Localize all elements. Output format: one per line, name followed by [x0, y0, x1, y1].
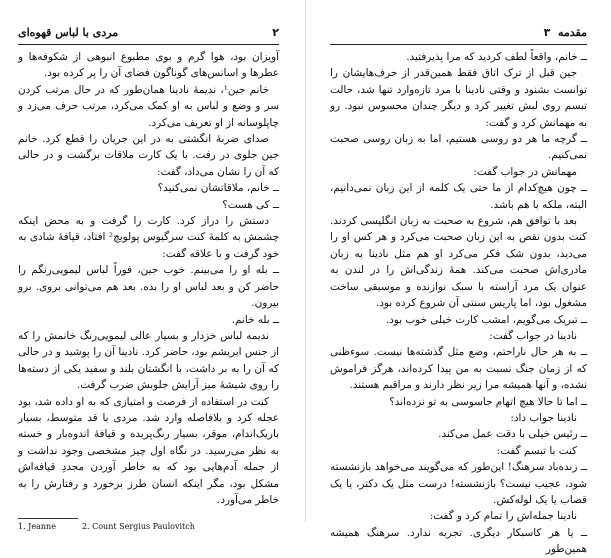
footnote-2: 2. Count Sergius Paulovitch — [81, 522, 195, 532]
right-page-body — [330, 49, 587, 558]
left-paragraph: خانم جین¹، ندیمهٔ نادینا همان‌طور که در حال مرتب کردن سر و وضع و لباس به او کمک می‌کرد، مرتب حرف می‌زد و چاپلوسانه از او تعریف می‌کرد. — [18, 83, 279, 129]
right-page-running-title: مقدمه ۳ — [543, 26, 587, 39]
right-paragraph: ــ چون هیچ‌کدام از ما حتی یک کلمه از این زبان نمی‌دانیم، البته، ملکه با هم باشد. — [330, 182, 587, 211]
left-page-body — [18, 49, 279, 508]
left-paragraph: ــ بله خانم. — [231, 313, 279, 326]
left-paragraph: آویزان بود، هوا گرم و بوی مطبوع انبوهی از شکوفه‌ها و عطرها و اسانس‌های گوناگون فضای آن را پر کرده بود. — [18, 51, 279, 80]
left-page-header — [18, 26, 279, 42]
right-page-header — [330, 26, 587, 42]
left-header-rule — [18, 44, 279, 45]
left-paragraph: ــ کی هست؟ — [222, 198, 279, 211]
right-paragraph: مهمانش در جواب گفت: — [473, 165, 577, 178]
left-page-running-title: مردی با لباس قهوه‌ای — [18, 26, 119, 39]
left-paragraph: دستش را دراز کرد. کارت را گرفت و به محض اینکه چشمش به کلمهٔ کنت سرگیوس پولویچ² افتاد، قیافهٔ شادی به خود گرفت و با علاقه گفت: — [18, 215, 280, 260]
left-paragraph: کنت در استفاده از فرصت و امتیازی که به او داده شد، بود عجله کرد و بلافاصله وارد شد. مردی با قد متوسط، بسیار باریک‌اندام، موقر، بسیار رنگ‌پریده و قیافهٔ اندوه‌بار و خسته به نظر می‌رسید. در نگاه اول چیز مشخصی وجود نداشت و از جمله آدم‌هایی بود که به خاطر آوردن مجددِ قیافه‌اش مشکل بود، مگر اینکه انسان طرز برخورد و رفتارش را به خاطر می‌آورد. — [18, 395, 279, 506]
left-page — [0, 0, 305, 532]
left-paragraph: ندیمه لباس خزدار و بسیار عالی لیمویی‌رنگ خانمش را که از جنس ابریشم بود، حاضر کرد. نادینا آن را پوشید و در حالی که آن را به بر داشت، با انگشتان بلند و سفید یکی از دسته‌ها را روی شیشهٔ میز آرایش جلوبش ضرب گرفت. — [18, 329, 279, 392]
right-paragraph: جین قبل از ترک اتاق فقط همین‌قدر از حرف‌هایشان را توانست بشنود و وقتی نادینا با مرد تازه‌وارد تنها شد، حالت تبسم روی لبش تغییر کرد و دیگر چندان محسوس نبود. رو به مهمانش کرد و گفت: — [330, 67, 587, 129]
footnotes — [18, 522, 279, 531]
right-paragraph: ــ یا هر کاسبکار دیگری. تجربه ندارد. سرهنگ همیشه همین‌طور — [330, 526, 587, 556]
right-page-number: ۳ — [543, 26, 551, 39]
right-header-rule — [330, 44, 587, 45]
right-paragraph: بعد با توافق هم، شروع به صحبت به زبان انگلیسی کردند. کنت بدون نقص به این زبان صحبت می‌کرد و هر کس او را می‌دید، بدون شک فکر می‌کرد او هم مثل نادینا به زبان مادری‌اش صحبت می‌کند. همهٔ زندگی‌اش را در لندن به عنوان یک مرد آراسته با سبک نوازنده و موسیقی ساخت مشغول بود، اما پاریس سنتی آن شروع کرده بود. — [330, 215, 587, 310]
right-paragraph: ــ اما تا حالا هیچ اتهام جاسوسی به تو نزده‌اند؟ — [389, 395, 587, 408]
right-paragraph: نادینا جواب داد: — [510, 411, 577, 424]
right-paragraph: ــ زنده‌باد سرهنگ! این‌طور که می‌گویند می‌خواهد بازنشسته شود، عجیب نیست؟ بازنشسته! درست مثل یک دکتر، یا یک قصاب یا یک لوله‌کش. — [330, 461, 587, 506]
left-paragraph: ــ بله او را می‌بینم. خوب جین، فوراً لباس لیمویی‌رنگم را حاضر کن و بعد لباس او را بده. بعد هم می‌توانی بروی. برو بیرون. — [18, 264, 279, 310]
right-paragraph: ــ رئیس خیلی با دقت عمل می‌کند. — [438, 428, 587, 441]
right-paragraph: ــ به هر حال ناراحتم، وضع مثل گذشته‌ها نیست. سوءظنی که از زمان جنگ نسبت به من پیدا کرده‌اند، هرگز فراموش نشده، و آنها همیشه مرا زیر نظر دارند و مراقبم هستند. — [330, 346, 587, 392]
right-paragraph: ــ خانم، واقعاً لطف کردید که مرا پذیرفتید. — [406, 51, 587, 63]
left-paragraph: ــ خانم، ملاقاتشان نمی‌کنید؟ — [157, 182, 279, 195]
footnote-rule — [18, 518, 78, 519]
right-paragraph: ــ گرچه ما هر دو روسی هستیم، اما به زبان روسی صحبت نمی‌کنیم. — [330, 133, 587, 162]
footnote-1: 1. Jeanne — [18, 522, 56, 532]
right-paragraph: ــ تبریک می‌گویم، امشب کارت خیلی خوب بود. — [385, 313, 587, 326]
right-paragraph: نادینا در جواب گفت: — [489, 329, 577, 342]
left-paragraph: صدای ضربهٔ انگشتی به در این جریان را قطع کرد. خانم جین جلوی در رفت. با یک کارت ملاقات برگشت و در حالی که آن را نشان می‌داد، گفت: — [18, 133, 279, 178]
left-page-number: ۲ — [272, 26, 279, 39]
right-paragraph: نادینا جمله‌اش را تمام کرد و گفت: — [429, 510, 577, 523]
right-page — [306, 0, 611, 556]
right-paragraph: کنت با تبسم گفت: — [496, 444, 577, 457]
